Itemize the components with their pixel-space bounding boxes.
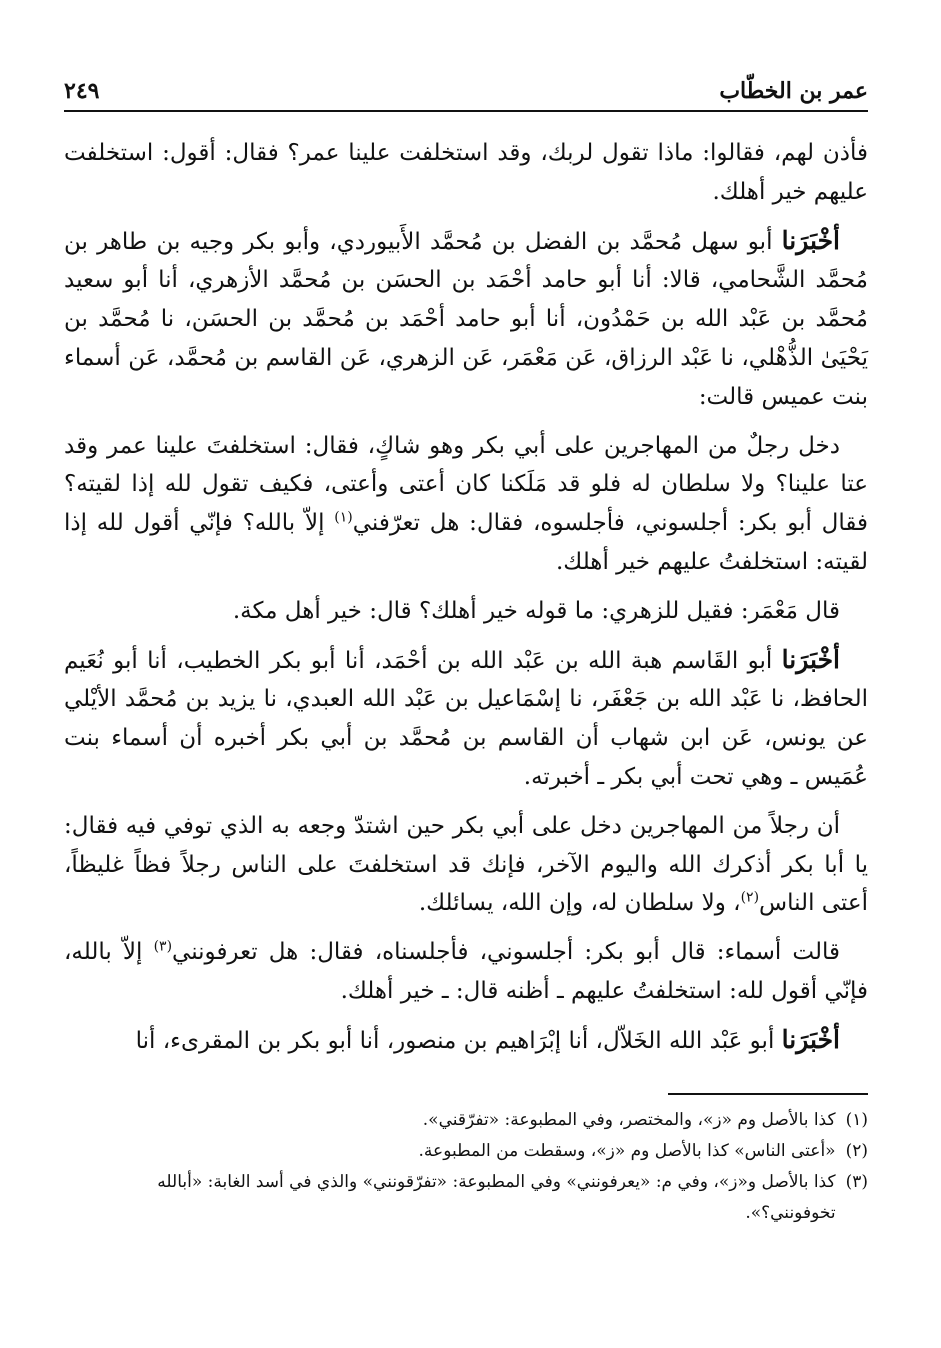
- paragraph-lead-word: أخْبَرَنا: [781, 1024, 840, 1054]
- paragraph-text: أن رجلاً من المهاجرين دخل على أبي بكر حين اشتدّ وجعه به الذي توفي فيه فقال: يا أبا بكر أذكرك الله واليوم الآخر، فإنك قد استخلفتَ على الناس رجلاً فظاً غليظاً، أعتى الناس: [64, 812, 868, 917]
- footnote-text: كذا بالأصل وم «ز»، والمختصر، وفي المطبوعة: «تفرّقني».: [422, 1109, 836, 1130]
- paragraph-text: قالت أسماء: قال أبو بكر: أجلسوني، فأجلسناه، فقال: هل تعرفونني: [172, 939, 840, 966]
- paragraph-text: قال مَعْمَر: فقيل للزهري: ما قوله خير أهلك؟ قال: خير أهل مكة.: [232, 597, 840, 624]
- footnote-2: [64, 1136, 868, 1167]
- paragraph-text-continued: إلاّ بالله، فإنّي أقول لله: استخلفتُ عليهم ـ أظنه قال: ـ خير أهلك.: [64, 939, 868, 1004]
- paragraph-6: [64, 807, 868, 923]
- paragraph-8: [64, 1021, 868, 1061]
- paragraph-text: فأذن لهم، فقالوا: ماذا تقول لربك، وقد استخلفت علينا عمر؟ فقال: أقول: استخلفت عليهم خير أهلك.: [64, 140, 868, 205]
- footnote-number: (٣): [845, 1171, 868, 1192]
- paragraph-7: [64, 933, 868, 1011]
- paragraph-3: [64, 427, 868, 582]
- paragraph-5: [64, 641, 868, 797]
- paragraph-text: أبو سهل مُحمَّد بن الفضل بن مُحمَّد الأَبيوردي، وأبو بكر وجيه بن طاهر بن مُحمَّد الشَّحامي، قالا: أنا أبو حامد أحْمَد بن الحسَن بن مُحمَّد الأزهري، أنا أبو سعيد مُحمَّد بن عَبْد الله بن حَمْدُون، أنا أبو حامد أحْمَد بن مُحمَّد بن الحسَن، نا مُحمَّد بن يَحْيَىٰ الذُّهْلي، نا عَبْد الرزاق، عَن مَعْمَر، عَن الزهري، عَن القاسم بن مُحمَّد، عَن أسماء بنت عميس قالت:: [64, 228, 868, 410]
- page-number: ٢٤٩: [64, 78, 100, 104]
- body-text: [64, 134, 868, 1061]
- footnote-number: (٢): [845, 1140, 868, 1161]
- paragraph-4: [64, 592, 868, 631]
- footnote-text: «أعتى الناس» كذا بالأصل وم «ز»، وسقطت من المطبوعة.: [418, 1140, 836, 1161]
- running-head-title: عمر بن الخطّاب: [719, 78, 868, 104]
- running-head: [64, 70, 868, 104]
- paragraph-lead-word: أخْبَرَنا: [781, 644, 840, 674]
- footnote-marker: (٢): [740, 889, 760, 906]
- paragraph-lead-word: أخْبَرَنا: [781, 225, 840, 255]
- paragraph-text-continued: إلاّ بالله؟ فإنّي أقول لله إذا لقيته: استخلفتُ عليهم خير أهلك.: [64, 510, 868, 575]
- paragraph-text-continued: ، ولا سلطان له، وإن الله، يسائلك.: [418, 890, 741, 917]
- paragraph-1: [64, 134, 868, 212]
- paragraph-text: أبو القَاسم هبة الله بن عَبْد الله بن أحْمَد، أنا أبو بكر الخطيب، أنا أبو نُعَيم الحافظ، نا عَبْد الله بن جَعْفَر، نا إسْمَاعيل بن عَبْد الله العبدي، نا يزيد بن مُحمَّد الأيْلي عن يونس، عَن ابن شهاب أن القاسم بن مُحمَّد بن أبي بكر أخبره أن أسماء بنت عُمَيس ـ وهي تحت أبي بكر ـ أخبرته.: [64, 647, 868, 790]
- footnote-marker: (١): [334, 509, 353, 526]
- paragraph-text: دخل رجلٌ من المهاجرين على أبي بكر وهو شاكٍ، فقال: استخلفتَ علينا عمر وقد عتا علينا؟ ولا سلطان له فلو قد مَلَكنا كان أعتى وأعتى، فكيف تقول لله إذا لقيته؟ فقال أبو بكر: أجلسوني، فأجلسوه، فقال: هل تعرّفني: [64, 432, 868, 537]
- footnote-1: [64, 1105, 868, 1136]
- footnote-number: (١): [845, 1109, 868, 1130]
- footnote-text: كذا بالأصل و«ز»، وفي م: «يعرفونني» وفي المطبوعة: «تفرّقونني» والذي في أسد الغابة: «أبالله تخوفونني؟».: [157, 1171, 836, 1223]
- paragraph-2: [64, 222, 868, 417]
- footnote-3: [64, 1167, 868, 1229]
- header-rule: [64, 110, 868, 112]
- footnotes: [64, 1105, 868, 1229]
- book-page: [64, 70, 868, 1229]
- paragraph-text: أبو عَبْد الله الخَلاّل، أنا إبْرَاهيم بن منصور، أنا أبو بكر بن المقرىء، أنا: [135, 1027, 782, 1054]
- footnote-marker: (٣): [153, 938, 173, 955]
- footnote-separator: [668, 1093, 868, 1095]
